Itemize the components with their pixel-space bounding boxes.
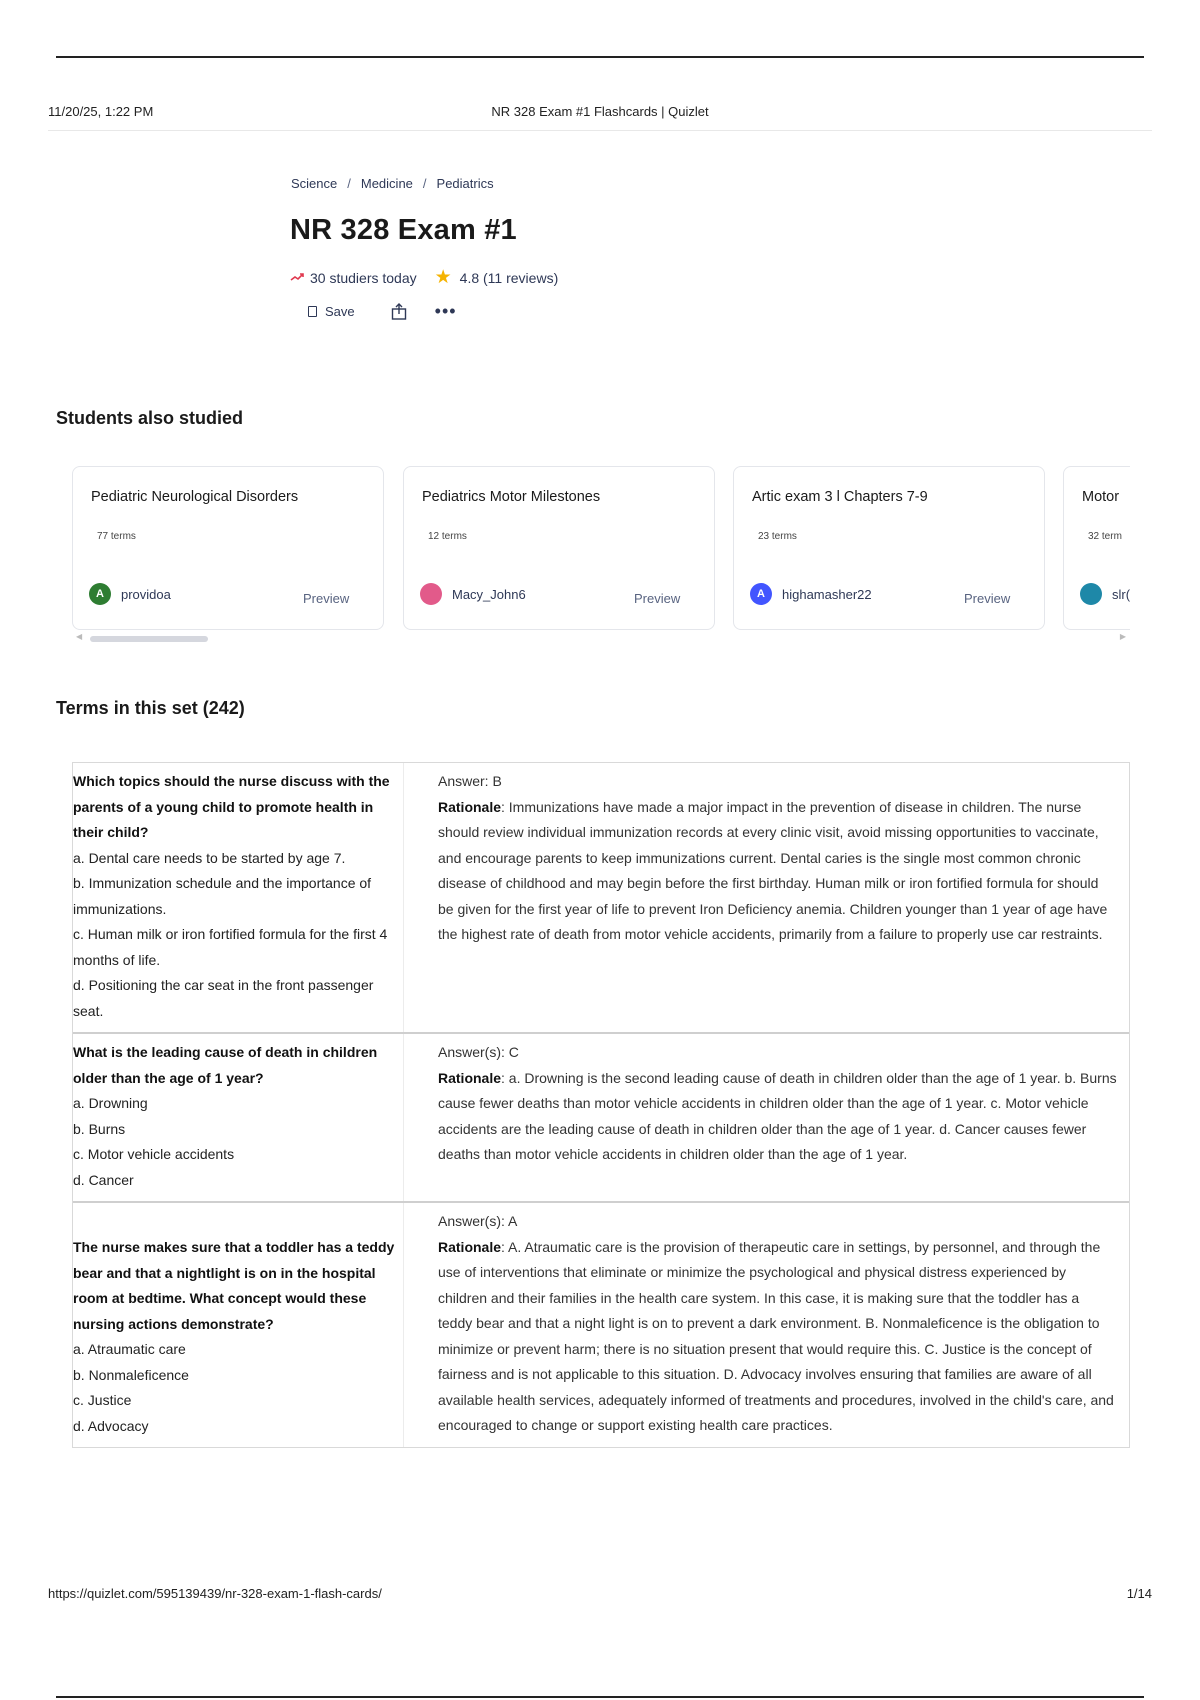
study-set-card[interactable]	[1063, 466, 1130, 630]
definition-cell	[403, 763, 1129, 1032]
breadcrumb-separator: /	[347, 176, 351, 191]
save-label: Save	[325, 303, 355, 319]
study-set-card[interactable]	[72, 466, 384, 630]
card-terms-count: 32 term	[1088, 531, 1122, 542]
rating-text[interactable]: 4.8 (11 reviews)	[459, 269, 559, 286]
avatar	[1080, 583, 1102, 605]
save-button[interactable]	[308, 304, 355, 319]
card-username[interactable]: slr(	[1112, 587, 1130, 602]
card-terms-count: 77 terms	[97, 531, 136, 542]
page-number: 1/14	[1126, 1586, 1152, 1601]
rationale-body: : a. Drowning is the second leading cause of death in children older than the age of 1 year. b. Burns cause fewer deaths than motor vehicle accidents in children older than the age of 1 year. c. Motor vehicle accidents are the leading cause of death in children older than the age of 1 year. d. Cancer causes fewer deaths than motor vehicle accidents in children older than the age of 1 year.	[438, 1069, 1117, 1162]
terms-table	[72, 762, 1130, 1448]
card-title: Pediatrics Motor Milestones	[422, 489, 601, 505]
breadcrumb-item-medicine[interactable]: Medicine	[360, 176, 413, 191]
rationale-text	[438, 1066, 1117, 1168]
set-actions	[308, 302, 457, 320]
card-title: Artic exam 3 l Chapters 7-9	[752, 489, 928, 505]
term-option: a. Drowning	[73, 1095, 148, 1111]
more-icon[interactable]: •••	[434, 301, 457, 321]
table-row	[73, 1032, 1129, 1201]
term-option: c. Human milk or iron fortified formula for the first 4 months of life.	[73, 926, 388, 968]
scrollbar-thumb[interactable]	[90, 636, 208, 642]
set-stats	[290, 266, 558, 289]
breadcrumb-item-science[interactable]: Science	[291, 176, 338, 191]
preview-button[interactable]: Preview	[964, 591, 1011, 606]
avatar	[420, 583, 442, 605]
preview-button[interactable]: Preview	[634, 591, 681, 606]
answer-text: Answer(s): C	[438, 1044, 519, 1060]
breadcrumb-separator: /	[422, 176, 427, 191]
term-option: d. Advocacy	[73, 1417, 149, 1434]
students-also-studied-heading: Students also studied	[56, 408, 244, 428]
answer-text: Answer(s): A	[438, 1213, 518, 1229]
term-option: b. Immunization schedule and the importance of immunizations.	[73, 875, 372, 917]
rationale-body: : A. Atraumatic care is the provision of therapeutic care in settings, by personnel, and through the use of interventions that eliminate or minimize the psychological and physical distress experienced by children and their families in the health care system. In this case, it is making sure that the toddler has a teddy bear and that a night light is on to prevent a dark environment. B. Nonmaleficence is the obligation to minimize or prevent harm; there is no situation present that would require this. C. Justice is the concept of fairness and is not applicable to this situation. D. Advocacy involves ensuring that families are aware of all available health services, adequately informed of treatments and procedures, involved in the child's care, and encouraged to change or support existing health care practices.	[438, 1238, 1114, 1433]
scroll-right-icon[interactable]: ▶	[1119, 632, 1126, 641]
scroll-left-icon[interactable]: ◀	[76, 632, 83, 641]
table-row	[73, 1201, 1129, 1447]
card-title: Pediatric Neurological Disorders	[91, 489, 299, 505]
breadcrumb-item-pediatrics[interactable]: Pediatrics	[436, 176, 494, 191]
term-cell	[73, 1034, 403, 1201]
answer-text: Answer: B	[438, 773, 502, 789]
page-title: NR 328 Exam #1	[290, 214, 517, 246]
share-button[interactable]	[391, 303, 407, 320]
card-username[interactable]: highamasher22	[782, 587, 872, 602]
definition-cell	[403, 1203, 1129, 1447]
card-terms-count: 12 terms	[428, 531, 467, 542]
avatar: A	[750, 583, 772, 605]
term-question: The nurse makes sure that a toddler has a teddy bear and that a nightlight is on in the hospital room at bedtime. What concept would these nursing actions demonstrate?	[73, 1239, 395, 1332]
page-top-rule	[56, 56, 1144, 58]
card-username[interactable]: Macy_John6	[452, 587, 526, 602]
card-title: Motor	[1082, 489, 1120, 505]
trending-up-icon	[290, 270, 304, 285]
term-option: d. Cancer	[73, 1171, 134, 1188]
term-question: What is the leading cause of death in children older than the age of 1 year?	[73, 1044, 378, 1086]
bookmark-icon	[308, 306, 317, 317]
card-terms-count: 23 terms	[758, 531, 797, 542]
carousel-scrollbar[interactable]	[76, 632, 1126, 642]
terms-heading: Terms in this set (242)	[56, 698, 245, 718]
term-option: a. Dental care needs to be started by age 7.	[73, 849, 346, 866]
rationale-label: Rationale	[438, 1069, 502, 1086]
studiers-count: 30 studiers today	[310, 269, 417, 286]
definition-cell	[403, 1034, 1129, 1201]
study-set-card[interactable]	[733, 466, 1045, 630]
term-option: a. Atraumatic care	[73, 1341, 186, 1357]
term-question: Which topics should the nurse discuss with the parents of a young child to promote health in their child?	[73, 773, 390, 840]
term-cell	[73, 763, 403, 1032]
print-url: https://quizlet.com/595139439/nr-328-exam-1-flash-cards/	[48, 1586, 382, 1601]
students-also-studied-carousel	[72, 466, 1130, 634]
avatar: A	[89, 583, 111, 605]
breadcrumb	[291, 176, 494, 191]
rationale-label: Rationale	[438, 1238, 502, 1255]
term-option: b. Burns	[73, 1120, 126, 1137]
term-option: d. Positioning the car seat in the front passenger seat.	[73, 977, 374, 1019]
term-option: c. Justice	[73, 1392, 132, 1408]
star-icon: ★	[434, 267, 452, 288]
term-cell	[73, 1203, 403, 1447]
rationale-text	[438, 795, 1117, 948]
preview-button[interactable]: Preview	[303, 591, 350, 606]
term-option: b. Nonmaleficence	[73, 1366, 189, 1383]
rationale-body: : Immunizations have made a major impact in the prevention of disease in children. The nurse should review individual immunization records at every clinic visit, avoid missing opportunities to vaccinate, and encourage parents to keep immunizations current. Dental caries is the single most common chronic disease of childhood and may begin before the first birthday. Human milk or iron fortified formula for should be given for the first year of life to prevent Iron Deficiency anemia. Children younger than 1 year of age have the highest rate of death from motor vehicle accidents, primarily from a failure to properly use car restraints.	[438, 798, 1108, 942]
rationale-label: Rationale	[438, 798, 502, 815]
study-set-card[interactable]	[403, 466, 715, 630]
term-option: c. Motor vehicle accidents	[73, 1146, 235, 1162]
print-page-title: NR 328 Exam #1 Flashcards | Quizlet	[491, 104, 709, 119]
header-divider	[48, 130, 1152, 131]
share-icon	[391, 303, 407, 320]
rationale-text	[438, 1235, 1117, 1439]
table-row	[73, 763, 1129, 1032]
print-datetime: 11/20/25, 1:22 PM	[48, 104, 154, 119]
page-bottom-rule	[56, 1696, 1144, 1698]
card-username[interactable]: providoa	[121, 587, 171, 602]
